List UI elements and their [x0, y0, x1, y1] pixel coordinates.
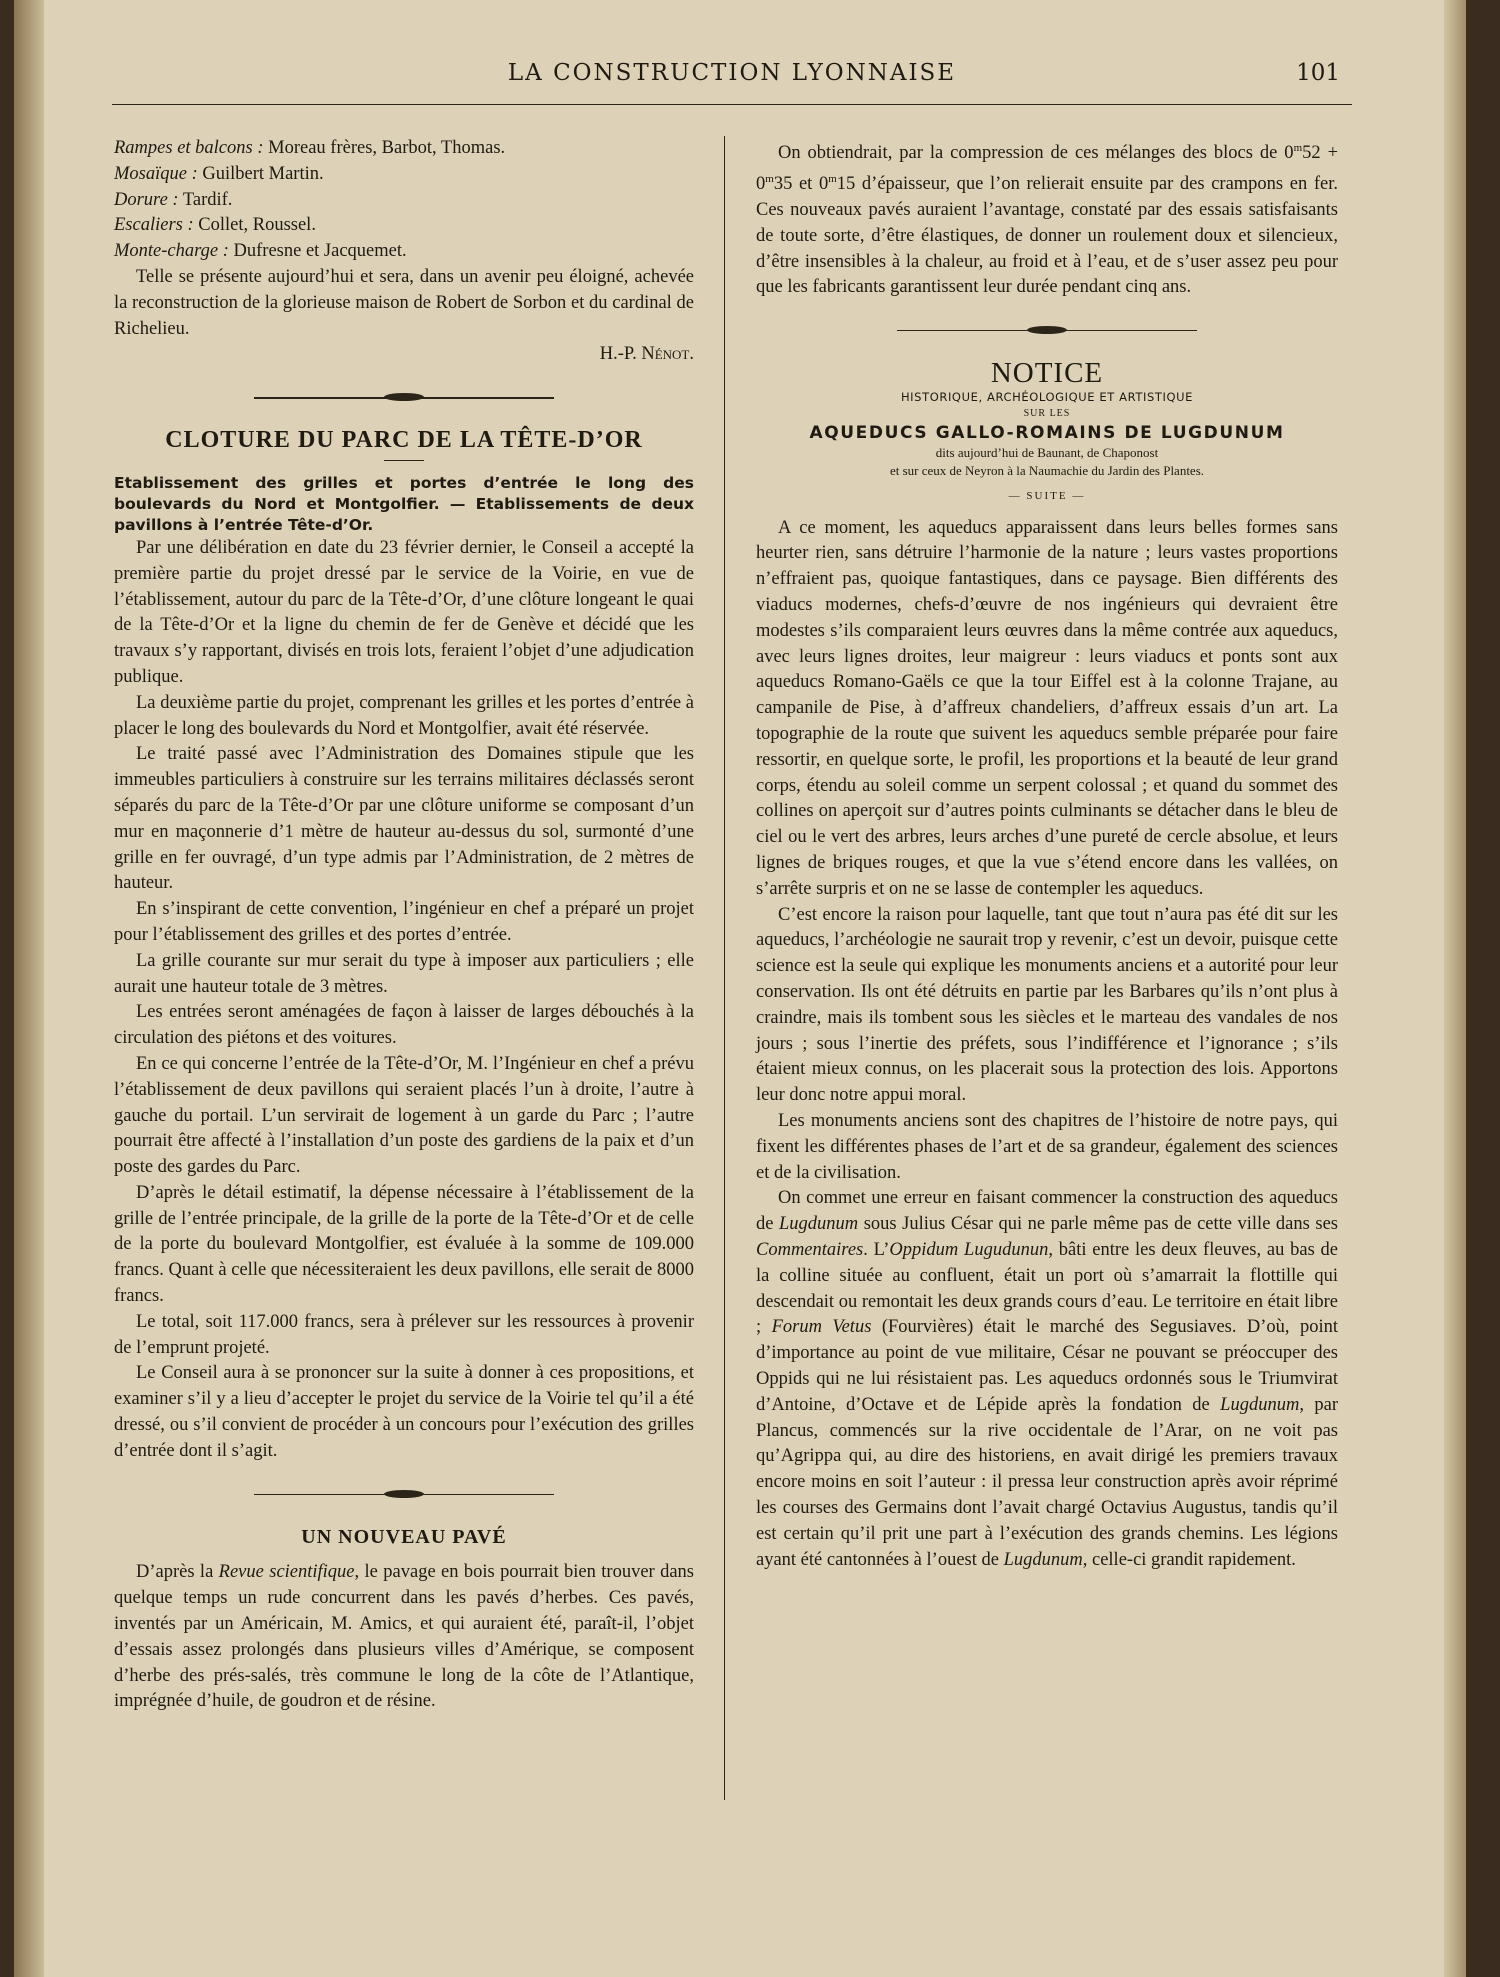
section-ornament — [254, 390, 554, 406]
cloture-paragraph: D’après le détail estimatif, la dépense nécessaire à l’établissement de la grille de l’entrée principale, de la grille de la porte de la Tête-d’Or et de celle de la porte du boulevard Montgolfier, est évaluée à la somme de 109.000 francs. Quant à celle que nécessiteraient les deux pavillons, elle serait de 8000 francs. — [114, 1182, 694, 1307]
pave-paragraph: D’après la Revue scientifique, le pavage en bois pourrait bien trouver dans quelque temps un rude concurrent dans les pavés d’herbes. Ces pavés, inventés par un Américain, M. Amics, et qui auraient été, paraît-il, l’objet d’essais assez prolongés dans plusieurs villes d’Amérique, se composent d’herbe des prés-salés, très commune le long de la côte de l’Atlantique, imprégnée d’huile, de goudron et de résine. — [114, 1562, 694, 1712]
credit-line: Mosaïque : Guilbert Martin. — [114, 163, 324, 184]
cloture-subtitle: Etablissement des grilles et portes d’entrée le long des boulevards du Nord et Montgolfier. — Etablissements de deux pavillons à l’entrée Tête-d’Or. — [114, 473, 694, 534]
credit-line: Escaliers : Collet, Roussel. — [114, 215, 316, 236]
cloture-paragraph: La deuxième partie du projet, comprenant les grilles et les portes d’entrée à placer le long des boulevards du Nord et Montgolfier, avait été réservée. — [114, 692, 694, 739]
running-header — [112, 58, 1352, 105]
signature-line — [114, 342, 694, 368]
cloture-paragraph: Le Conseil aura à se prononcer sur la suite à donner à ces propositions, et examiner s’il y a lieu d’accepter le projet du service de la Voirie tel qu’il a été dressé, ou s’il convient de procéder à un concours pour l’exécution des grilles d’entrée dont il s’agit. — [114, 1363, 694, 1461]
notice-paragraph: On commet une erreur en faisant commencer la construction des aqueducs de Lugdunum sous Julius César qui ne parle même pas de cette ville dans ses Commentaires. L’Oppidum Lugudunun, bâti entre les deux fleuves, au bas de la colline située au confluent, était un port où s’amarrait la flottille qui descendait ou remontait les deux grands cours d’eau. Le territoire en était libre ; Forum Vetus (Fourvières) était le marché des Segusiaves. D’où, point d’importance au point de vue militaire, César ne pouvant se préoccuper des Oppids qui ne lui résistaient pas. Les aqueducs ordonnés sous le Triumvirat d’Antoine, d’Octave et de Lépide après la fondation de Lugdunum, par Plancus, commencés sur la rive occidentale de l’Arar, on ne voit pas qu’Agrippa qui, au dire des historiens, en avait dirigé les premiers travaux encore moins en soit l’auteur : il pressa leur construction après avoir réprimé les courses des Germains dont l’avait chargé Octavius Augustus, tandis qu’il est certain qu’il prit une part à l’exécution des grands chemins. Les légions ayant été cantonnées à l’ouest de Lugdunum, celle-ci grandit rapidement. — [756, 1188, 1339, 1570]
author-signature: H.-P. Nénot. — [599, 344, 694, 365]
column-divider — [724, 136, 725, 1800]
notice-subtitle: HISTORIQUE, ARCHÉOLOGIQUE ET ARTISTIQUE — [900, 389, 1194, 404]
cloture-paragraph: En ce qui concerne l’entrée de la Tête-d’Or, M. l’Ingénieur en chef a prévu l’établissement de deux pavillons qui seraient placés l’un à droite, l’autre à gauche du portail. L’un servirait de logement à un garde du Parc ; l’autre pourrait être affecté à l’installation d’un poste des gardiens de la paix et d’un poste des gardes du Parc. — [114, 1053, 694, 1178]
cloture-paragraph: La grille courante sur mur serait du type à imposer aux particuliers ; elle aurait une hauteur totale de 3 mètres. — [114, 950, 694, 997]
right-column — [756, 136, 1338, 1573]
journal-title: LA CONSTRUCTION LYONNAISE — [507, 60, 957, 86]
source-title: Revue scientifique — [218, 1562, 355, 1583]
notice-paragraph: Les monuments anciens sont des chapitres de l’histoire de notre pays, qui fixent les différentes phases de l’art et de sa grandeur, également des sciences et de la civilisation. — [756, 1111, 1338, 1183]
notice-paragraph: C’est encore la raison pour laquelle, tant que tout n’aura pas été dit sur les aqueducs, l’archéologie ne saurait trop y revenir, c’est un devoir, puisque cette science est la seule qui explique les monuments anciens et a autorité pour leur conservation. Ils ont été détruits en partie par les Barbares qu’ils n’ont plus à craindre, mais ils tombent sous les siècles et le marteau des vandales de nos jours ; sous l’inertie des préfets, sous l’indifférence et l’ignorance ; s’ils étaient mieux connus, on les placerait sous la protection des lois. Apportons leur donc notre appui moral. — [756, 904, 1338, 1106]
notice-caption-line: dits aujourd’hui de Baunant, de Chaponost — [935, 444, 1159, 460]
left-column — [114, 136, 694, 1715]
pave-continuation: On obtiendrait, par la compression de ces mélanges des blocs de $0^m52 + 0^m35$ et 0$^m$15 d’épaisseur, que l’on relierait ensuite par des crampons en fer. Ces nouveaux pavés auraient l’avantage, constaté par des essais satisfaisants de toute sorte, d’être élastiques, de donner un roulement doux et silencieux, d’être insensibles à la chaleur, au froid et à l’eau, et de s’user assez peu pour que les fabricants garantissent leur durée pendant cinq ans. — [756, 142, 1339, 298]
notice-title: NOTICE — [990, 357, 1104, 390]
notice-connector: SUR LES — [1023, 407, 1071, 419]
cloture-paragraph: Le traité passé avec l’Administration des Domaines stipule que les immeubles particuliers à construire sur les terrains militaires déclassés seront séparés du parc de la Tête-d’Or par une clôture uniforme se composant d’un mur en maçonnerie d’1 mètre de hauteur au-dessus du sol, surmonté d’une grille en fer ouvragé, d’un type admis par l’Administration, de 2 mètres de hauteur. — [114, 744, 694, 894]
cloture-paragraph: En s’inspirant de cette convention, l’ingénieur en chef a préparé un projet pour l’établissement des grilles et des portes d’entrée. — [114, 899, 694, 945]
notice-main-title: AQUEDUCS GALLO-ROMAINS DE LUGDUNUM — [809, 422, 1285, 443]
notice-paragraph: A ce moment, les aqueducs apparaissent dans leurs belles formes sans heurter rien, sans détruire l’harmonie de la nature ; leurs vastes proportions n’effraient pas, quoique fantastiques, dans ce paysage. Bien différents des viaducs modernes, chefs-d’œuvre de nos ingénieurs qui devraient être modestes s’ils comparaient leurs œuvres dans la même contrée aux aqueducs, avec leurs lignes droites, leur maigreur : leurs viaducs et ponts sont aux aqueducs Romano-Gaëls ce que la tour Eiffel est à la colonne Trajane, au campanile de Pise, à d’affreux chandeliers, d’affreux essais d’un art. La topographie de la route que suivent les aqueducs semble préparée pour faire ressortir, en quelque sorte, le profil, les proportions et la beauté de leur grand corps, étendu au soleil comme un serpent colossal ; et quand du sommet des collines on aperçoit sur d’autres points culminants se détacher dans le bleu de ciel ou le vert des arbres, leurs arches d’une pureté de cercle absolue, et leurs lignes de briques rouges, et que la vue s’étend encore dans les vallées, on s’arrête surpris et on ne se lasse de contempler les aqueducs. — [756, 517, 1338, 899]
binding-gutter — [14, 0, 44, 1977]
page-edge — [1444, 0, 1466, 1977]
credit-line: Monte-charge : Dufresne et Jacquemet. — [114, 241, 407, 262]
closing-paragraph: Telle se présente aujourd’hui et sera, dans un avenir peu éloigné, achevée la reconstruction de la glorieuse maison de Robert de Sorbon et du cardinal de Richelieu. — [114, 266, 694, 339]
credit-line: Rampes et balcons : Moreau frères, Barbot, Thomas. — [114, 138, 506, 158]
section-ornament — [897, 323, 1197, 339]
cloture-paragraph: Par une délibération en date du 23 février dernier, le Conseil a accepté la première partie du projet dressé par le service de la Voirie, en vue de l’établissement, autour du parc de la Tête-d’Or, d’une clôture longeant le quai de la Tête-d’Or et la ligne du chemin de fer de Genève et décidé que les travaux s’y rapportant, divisés en trois lots, feraient l’objet d’une adjudication publique. — [114, 537, 694, 687]
cloture-paragraph: Le total, soit 117.000 francs, sera à prélever sur les ressources à provenir de l’emprunt projeté. — [114, 1311, 694, 1358]
paper-page — [14, 0, 1466, 1977]
page-number: 101 — [1296, 60, 1340, 86]
notice-caption-line: et sur ceux de Neyron à la Naumachie du Jardin des Plantes. — [889, 462, 1205, 478]
section-ornament — [254, 1487, 554, 1503]
pave-title: UN NOUVEAU PAVÉ — [301, 1525, 507, 1548]
notice-suite: — SUITE — — [1008, 489, 1086, 502]
credit-line: Dorure : Tardif. — [114, 189, 233, 210]
title-rule — [384, 460, 424, 461]
cloture-paragraph: Les entrées seront aménagées de façon à laisser de larges débouchés à la circulation des piétons et des voitures. — [114, 1002, 694, 1049]
cloture-title: CLOTURE DU PARC DE LA TÊTE-D’OR — [165, 427, 643, 454]
credits-list — [114, 136, 694, 265]
